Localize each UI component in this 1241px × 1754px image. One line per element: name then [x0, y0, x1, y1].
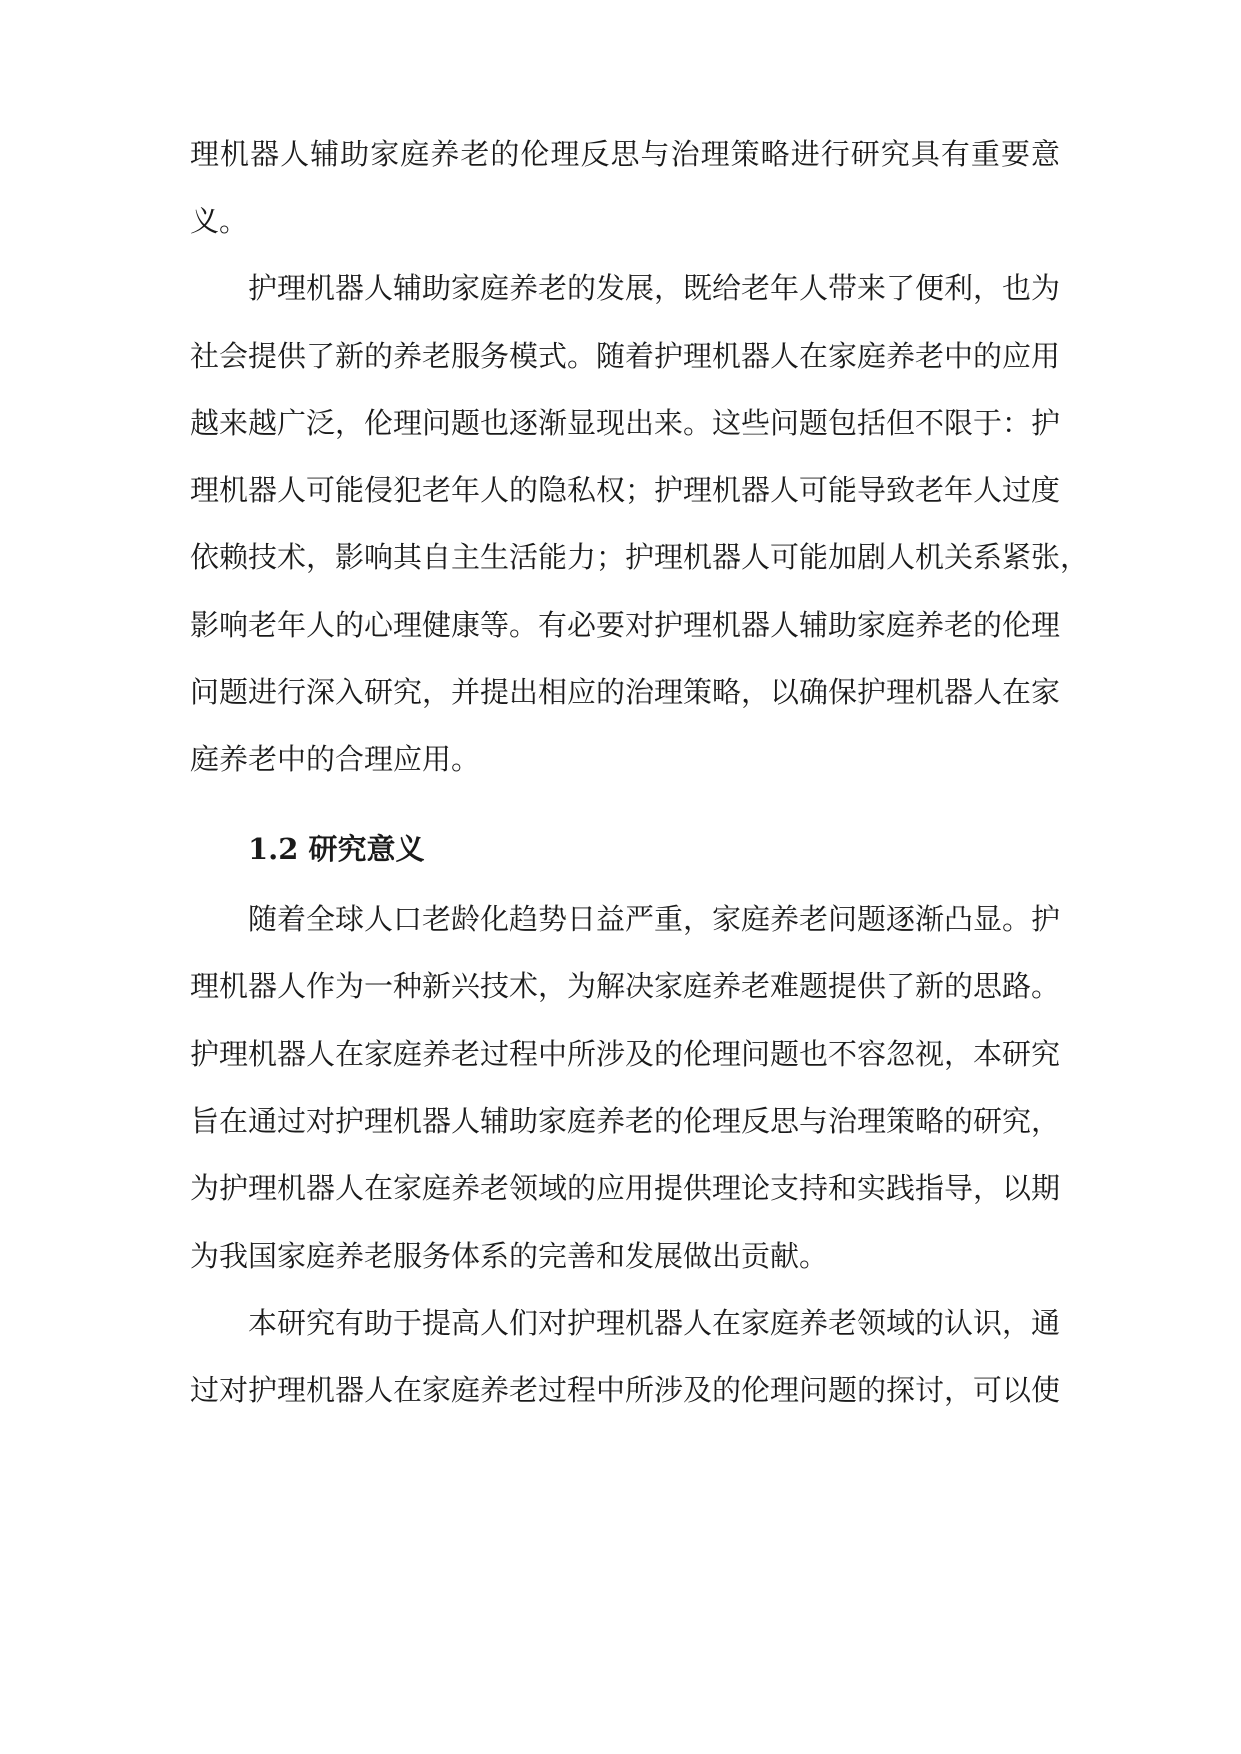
paragraph-line: 庭养老中的合理应用。	[190, 742, 481, 776]
section-heading: 1.2 研究意义	[248, 832, 425, 866]
paragraph-line: 理机器人辅助家庭养老的伦理反思与治理策略进行研究具有重要意	[190, 137, 1060, 171]
paragraph-line: 义。	[190, 204, 249, 238]
paragraph-line: 护理机器人在家庭养老过程中所涉及的伦理问题也不容忽视，本研究	[190, 1037, 1061, 1071]
paragraph-line: 理机器人可能侵犯老年人的隐私权；护理机器人可能导致老年人过度	[190, 473, 1061, 507]
paragraph-line: 为护理机器人在家庭养老领域的应用提供理论支持和实践指导，以期	[190, 1171, 1061, 1205]
paragraph-line: 越来越广泛，伦理问题也逐渐显现出来。这些问题包括但不限于：护	[190, 406, 1061, 440]
paragraph-line: 随着全球人口老龄化趋势日益严重，家庭养老问题逐渐凸显。护	[248, 902, 1061, 936]
paragraph-line: 过对护理机器人在家庭养老过程中所涉及的伦理问题的探讨，可以使	[190, 1373, 1061, 1407]
paragraph-line: 影响老年人的心理健康等。有必要对护理机器人辅助家庭养老的伦理	[190, 608, 1061, 642]
paragraph-line: 问题进行深入研究，并提出相应的治理策略，以确保护理机器人在家	[190, 675, 1061, 709]
paragraph-line: 依赖技术，影响其自主生活能力；护理机器人可能加剧人机关系紧张，	[190, 540, 1090, 574]
paragraph-line: 为我国家庭养老服务体系的完善和发展做出贡献。	[190, 1239, 829, 1273]
paragraph-line: 本研究有助于提高人们对护理机器人在家庭养老领域的认识，通	[248, 1306, 1061, 1340]
paragraph-line: 护理机器人辅助家庭养老的发展，既给老年人带来了便利，也为	[248, 271, 1061, 305]
paragraph-line: 社会提供了新的养老服务模式。随着护理机器人在家庭养老中的应用	[190, 339, 1061, 373]
paragraph-line: 旨在通过对护理机器人辅助家庭养老的伦理反思与治理策略的研究，	[190, 1104, 1061, 1138]
paragraph-line: 理机器人作为一种新兴技术，为解决家庭养老难题提供了新的思路。	[190, 969, 1061, 1003]
